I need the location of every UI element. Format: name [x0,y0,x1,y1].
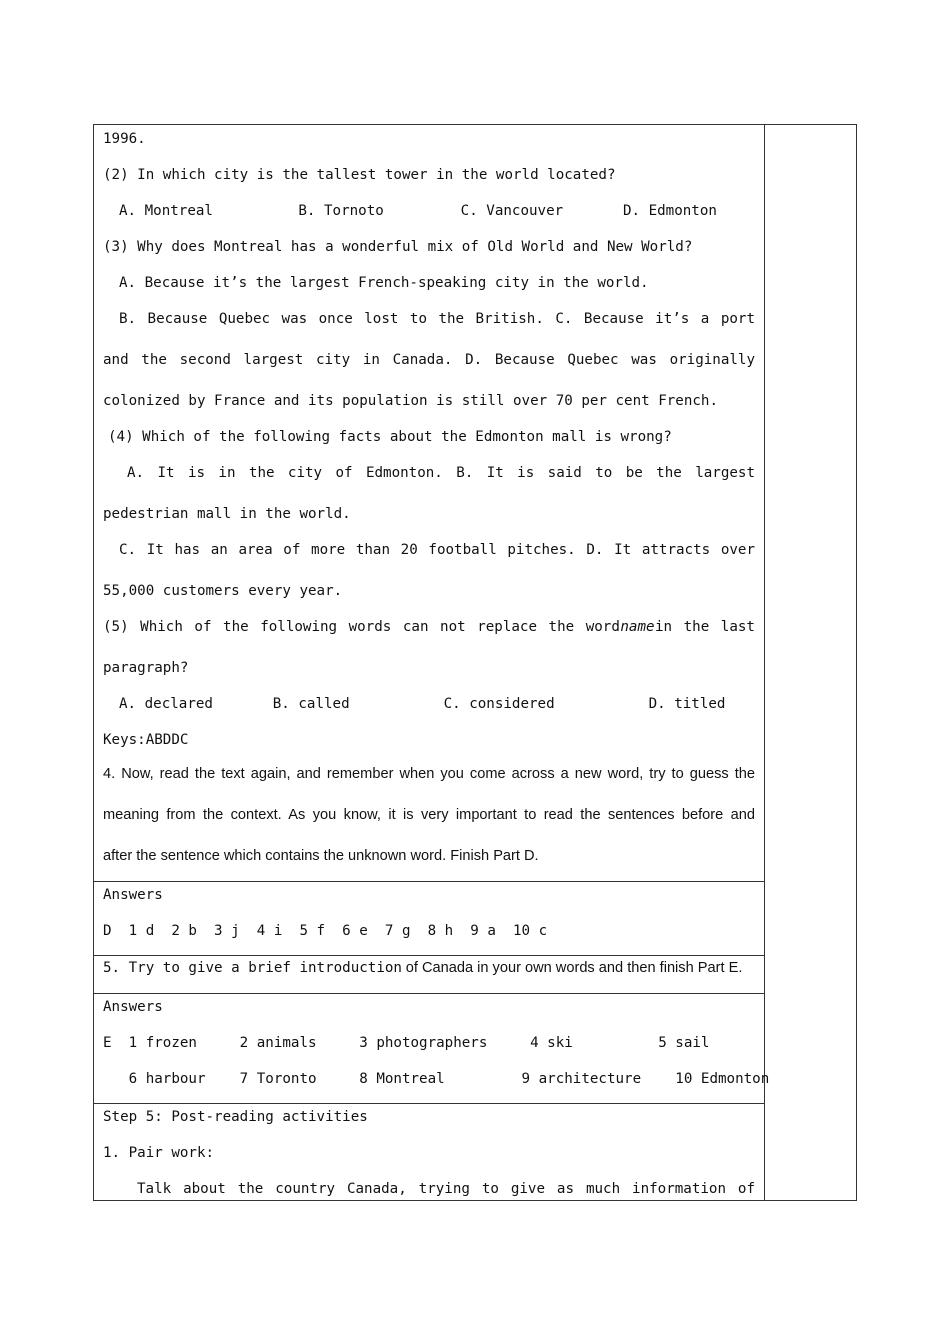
question-5-options: A. declared B. called C. considered D. titled [119,696,726,712]
answers-part-e-row-2: 6 harbour 7 Toronto 8 Montreal 9 architecture 10 Edmonton [103,1071,770,1087]
answers-label: Answers [103,887,163,903]
question-5-cont: paragraph? [103,660,189,676]
answers-label: Answers [103,999,163,1015]
question-5 [103,617,755,637]
task-4-line-2: meaning from the context. As you know, it is very important to read the sentences before and [103,807,755,823]
question-5-text-end: in the last [655,619,755,635]
lesson-plan-table [93,124,857,1201]
question-3-option-b: B. Because Quebec was once lost to the British. C. Because it’s a port [119,311,755,327]
question-5-key-word: name [620,619,655,635]
question-3-option-c: and the second largest city in Canada. D. Because Quebec was originally [103,352,755,368]
question-4: (4) Which of the following facts about the Edmonton mall is wrong? [108,429,672,445]
task-5 [103,958,755,978]
task-4-line-1: 4. Now, read the text again, and remember when you come across a new word, try to guess the [103,766,755,782]
task-5-text-cont: of Canada in your own words and then finish Part E. [405,960,743,976]
answers-part-e-row-1: E 1 frozen 2 animals 3 photographers 4 ski 5 sail [103,1035,710,1051]
row-divider [94,881,765,882]
task-4-line-3: after the sentence which contains the unknown word. Finish Part D. [103,848,539,864]
question-3-option-a: A. Because it’s the largest French-speaking city in the world. [119,275,649,291]
pair-work: 1. Pair work: [103,1145,215,1161]
question-4-option-a-cont: pedestrian mall in the world. [103,506,351,522]
question-2-options: A. Montreal B. Tornoto C. Vancouver D. Edmonton [119,203,717,219]
row-divider [94,993,765,994]
text-line: 1996. [103,131,146,147]
step-5-heading: Step 5: Post-reading activities [103,1109,368,1125]
question-4-option-a: A. It is in the city of Edmonton. B. It is said to be the largest [127,465,755,481]
question-3-option-d: colonized by France and its population is still over 70 per cent French. [103,393,718,409]
question-4-option-c: C. It has an area of more than 20 football pitches. D. It attracts over [119,542,755,558]
answer-keys: Keys:ABDDC [103,732,189,748]
task-5-text: 5. Try to give a brief introduction [103,960,402,976]
row-divider [94,1103,765,1104]
question-4-option-d-cont: 55,000 customers every year. [103,583,343,599]
question-3: (3) Why does Montreal has a wonderful mix of Old World and New World? [103,239,693,255]
question-5-text: (5) Which of the following words can not replace the word [103,619,620,635]
row-divider [94,955,765,956]
question-2: (2) In which city is the tallest tower in the world located? [103,167,616,183]
pair-work-instruction: Talk about the country Canada, trying to give as much information of [137,1181,755,1197]
answers-part-d: D 1 d 2 b 3 j 4 i 5 f 6 e 7 g 8 h 9 a 10 c [103,923,548,939]
